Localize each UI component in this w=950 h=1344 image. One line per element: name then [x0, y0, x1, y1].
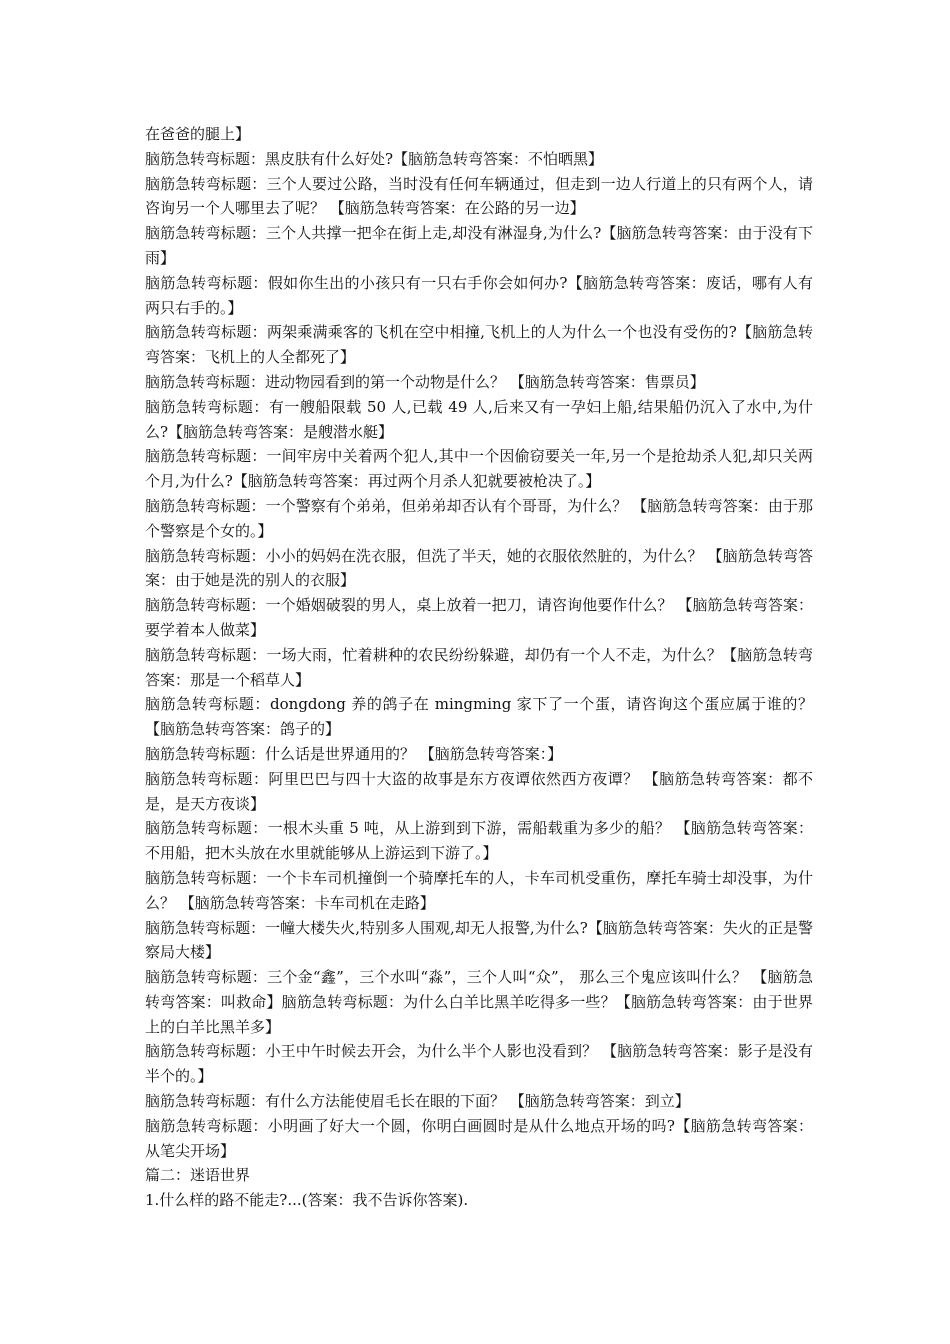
- riddle-paragraph: 脑筋急转弯标题：一个婚姻破裂的男人，桌上放着一把刀，请咨询他要作什么？ 【脑筋急转弯答案：要学着本人做菜】: [145, 596, 813, 639]
- riddle-paragraph: 脑筋急转弯标题：一根木头重 5 吨，从上游到到下游，需船载重为多少的船？ 【脑筋急转弯答案：不用船，把木头放在水里就能够从上游运到下游了。】: [145, 819, 813, 863]
- riddle-paragraph: 脑筋急转弯标题：dongdong 养的鸽子在 mingming 家下了一个蛋，请咨询这个蛋应属于谁的？ 【脑筋急转弯答案：鸽子的】: [145, 695, 813, 739]
- riddle-paragraph: 脑筋急转弯标题：有一艘船限载 50 人,已载 49 人,后来又有一孕妇上船,结果船仍沉入了水中,为什么?【脑筋急转弯答案：是艘潜水艇】: [145, 397, 813, 441]
- riddle-paragraph: 1.什么样的路不能走?...(答案：我不告诉你答案).: [145, 1191, 469, 1210]
- riddle-paragraph: 脑筋急转弯标题：黑皮肤有什么好处?【脑筋急转弯答案：不怕晒黑】: [145, 149, 604, 168]
- text-paragraph: 在爸爸的腿上】: [145, 125, 251, 143]
- riddle-paragraph: 脑筋急转弯标题：进动物园看到的第一个动物是什么？ 【脑筋急转弯答案：售票员】: [145, 372, 705, 391]
- section-heading: 篇二：迷语世界: [145, 1166, 251, 1185]
- riddle-paragraph: 脑筋急转弯标题：三个人要过公路，当时没有任何车辆通过，但走到一边人行道上的只有两个人，请咨询另一个人哪里去了呢？ 【脑筋急转弯答案：在公路的另一边】: [145, 174, 813, 218]
- riddle-paragraph: 脑筋急转弯标题：两架乘满乘客的飞机在空中相撞,飞机上的人为什么一个也没有受伤的?【脑筋急转弯答案：飞机上的人全都死了】: [145, 323, 813, 367]
- riddle-paragraph: 脑筋急转弯标题：假如你生出的小孩只有一只右手你会如何办?【脑筋急转弯答案：废话，哪有人有两只右手的。】: [145, 273, 813, 317]
- riddle-paragraph: 脑筋急转弯标题：一幢大楼失火,特别多人围观,却无人报警,为什么?【脑筋急转弯答案：失火的正是警察局大楼】: [145, 918, 813, 962]
- riddle-paragraph: 脑筋急转弯标题：三个金“鑫”，三个水叫“淼”，三个人叫“众”， 那么三个鬼应该叫什么？ 【脑筋急转弯答案：叫救命】脑筋急转弯标题：为什么白羊比黑羊吃得多一些？【脑筋急转弯答案：由于世界上的白羊比黑羊多】: [145, 968, 813, 1036]
- riddle-paragraph: 脑筋急转弯标题：三个人共撑一把伞在街上走,却没有淋湿身,为什么?【脑筋急转弯答案：由于没有下雨】: [145, 224, 813, 267]
- riddle-paragraph: 脑筋急转弯标题：有什么方法能使眉毛长在眼的下面？ 【脑筋急转弯答案：到立】: [145, 1092, 690, 1111]
- riddle-paragraph: 脑筋急转弯标题：小明画了好大一个圆，你明白画圆时是从什么地点开场的吗?【脑筋急转弯答案：从笔尖开场】: [145, 1116, 813, 1160]
- riddle-paragraph: 脑筋急转弯标题：什么话是世界通用的？ 【脑筋急转弯答案：】: [145, 744, 563, 763]
- riddle-paragraph: 脑筋急转弯标题：小王中午时候去开会，为什么半个人影也没看到？ 【脑筋急转弯答案：影子是没有半个的。】: [145, 1042, 813, 1086]
- riddle-paragraph: 脑筋急转弯标题：一个卡车司机撞倒一个骑摩托车的人，卡车司机受重伤，摩托车骑士却没事，为什么？ 【脑筋急转弯答案：卡车司机在走路】: [145, 868, 813, 912]
- document-body: [145, 122, 813, 1213]
- riddle-paragraph: 脑筋急转弯标题：一场大雨，忙着耕种的农民纷纷躲避，却仍有一个人不走，为什么？【脑筋急转弯答案：那是一个稻草人】: [145, 645, 813, 689]
- riddle-paragraph: 脑筋急转弯标题：一个警察有个弟弟，但弟弟却否认有个哥哥，为什么？ 【脑筋急转弯答案：由于那个警察是个女的。】: [145, 496, 813, 540]
- riddle-paragraph: 脑筋急转弯标题：一间牢房中关着两个犯人,其中一个因偷窃要关一年,另一个是抢劫杀人犯,却只关两个月,为什么?【脑筋急转弯答案：再过两个月杀人犯就要被枪决了。】: [145, 447, 813, 491]
- riddle-paragraph: 脑筋急转弯标题：小小的妈妈在洗衣服，但洗了半天，她的衣服依然脏的，为什么？ 【脑筋急转弯答案：由于她是洗的别人的衣服】: [145, 546, 813, 590]
- riddle-paragraph: 脑筋急转弯标题：阿里巴巴与四十大盗的故事是东方夜谭依然西方夜谭？ 【脑筋急转弯答案：都不是，是天方夜谈】: [145, 769, 813, 813]
